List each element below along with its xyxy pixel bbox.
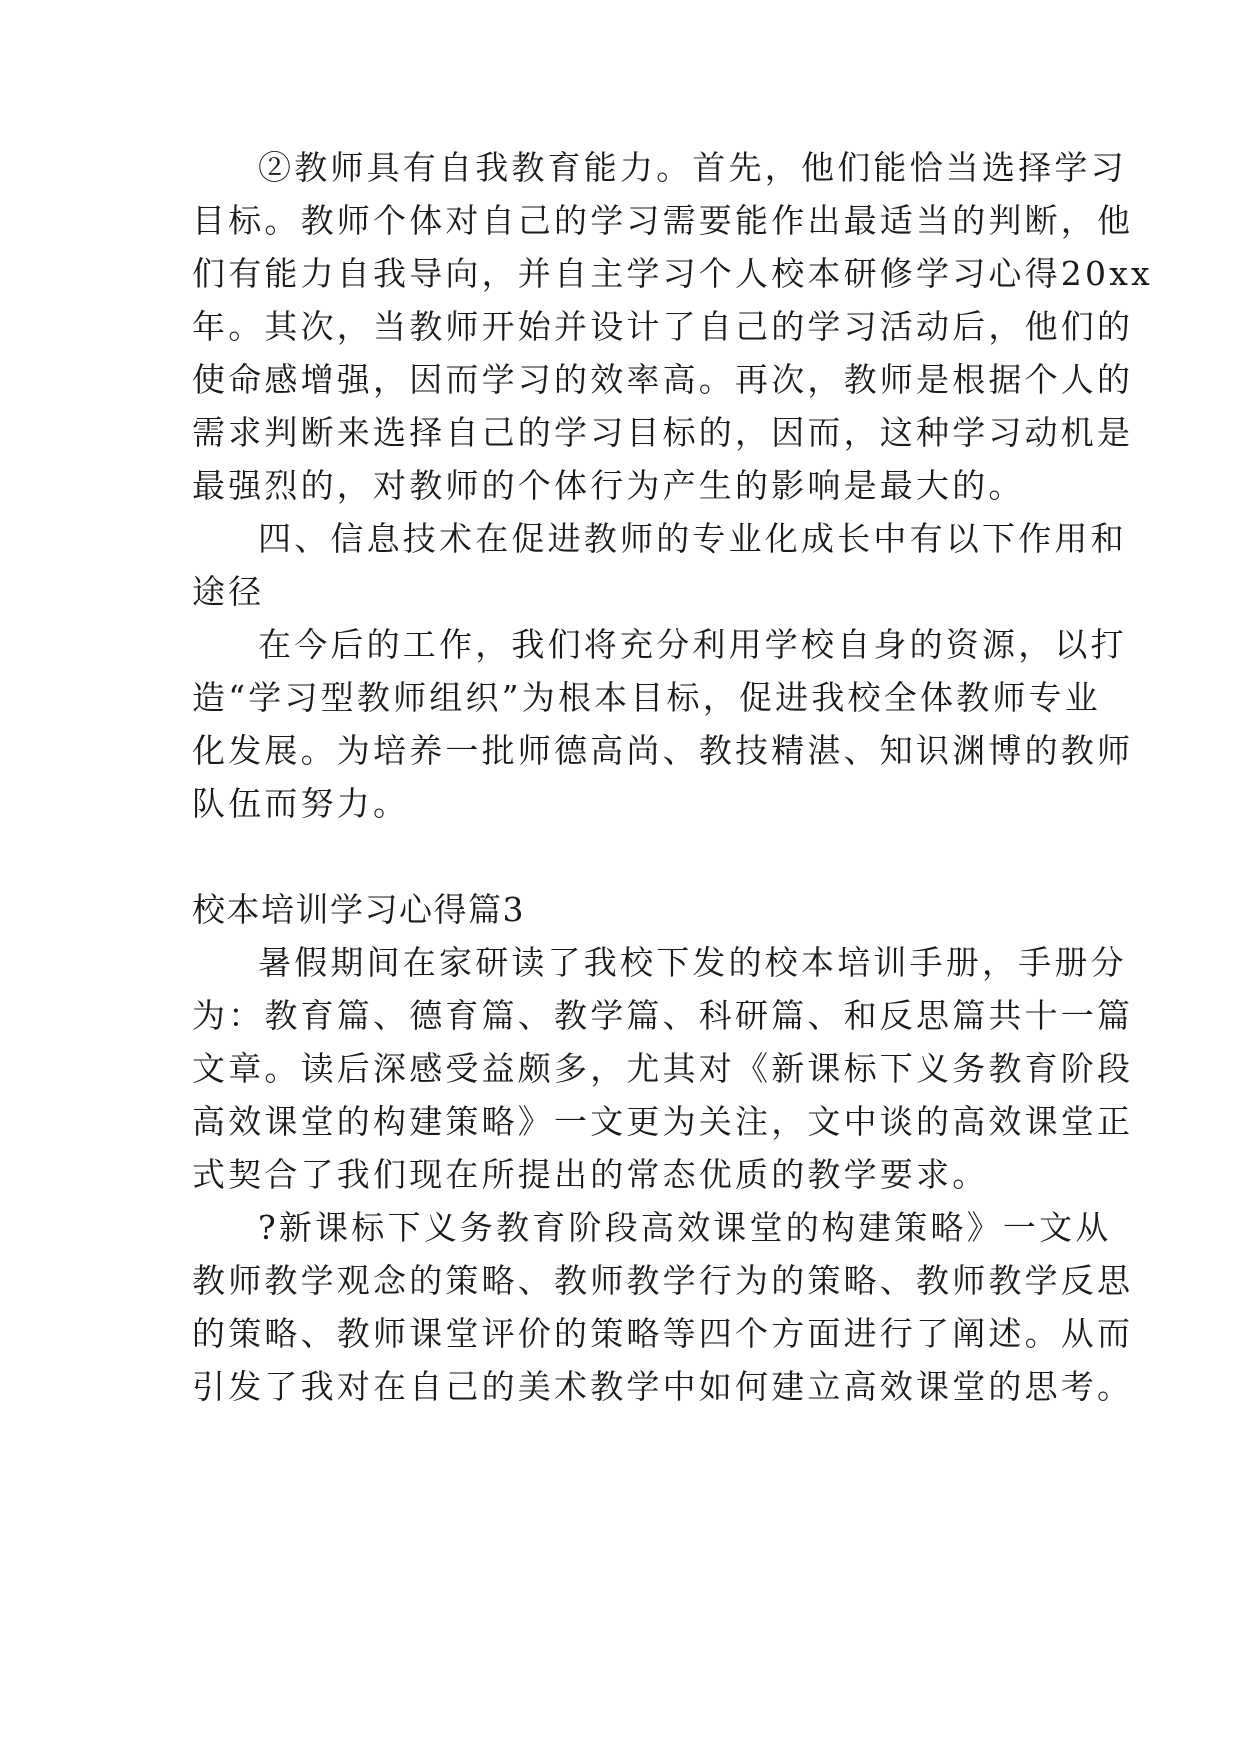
paragraph-line: 们有能力自我导向，并自主学习个人校本研修学习心得20xx <box>192 254 1153 293</box>
paragraph-line: 文章。读后深感受益颇多，尤其对《新课标下义务教育阶段 <box>192 1049 1134 1088</box>
section-heading-line: 四、信息技术在促进教师的专业化成长中有以下作用和 <box>258 519 1127 558</box>
paragraph-line: 引发了我对在自己的美术教学中如何建立高效课堂的思考。 <box>192 1367 1134 1406</box>
paragraph-line: 队伍而努力。 <box>192 784 410 823</box>
paragraph-line: 化发展。为培养一批师德高尚、教技精湛、知识渊博的教师 <box>192 731 1134 770</box>
paragraph-line: 需求判断来选择自己的学习目标的，因而，这种学习动机是 <box>192 413 1134 452</box>
paragraph-line: 高效课堂的构建策略》一文更为关注，文中谈的高效课堂正 <box>192 1102 1134 1141</box>
paragraph-line: 的策略、教师课堂评价的策略等四个方面进行了阐述。从而 <box>192 1314 1134 1353</box>
paragraph-line: 暑假期间在家研读了我校下发的校本培训手册，手册分 <box>258 943 1127 982</box>
paragraph-line: 在今后的工作，我们将充分利用学校自身的资源，以打 <box>258 625 1127 664</box>
paragraph-line: 造“学习型教师组织”为根本目标，促进我校全体教师专业 <box>192 678 1101 717</box>
paragraph-line: 使命感增强，因而学习的效率高。再次，教师是根据个人的 <box>192 360 1134 399</box>
paragraph-line: 最强烈的，对教师的个体行为产生的影响是最大的。 <box>192 466 1025 505</box>
paragraph-line: 年。其次，当教师开始并设计了自己的学习活动后，他们的 <box>192 307 1134 346</box>
section-heading-line: 途径 <box>192 572 265 611</box>
article-title: 校本培训学习心得篇3 <box>192 890 525 929</box>
paragraph-line: 式契合了我们现在所提出的常态优质的教学要求。 <box>192 1155 989 1194</box>
paragraph-line: 教师教学观念的策略、教师教学行为的策略、教师教学反思 <box>192 1261 1134 1300</box>
paragraph-line: 目标。教师个体对自己的学习需要能作出最适当的判断，他 <box>192 201 1134 240</box>
paragraph-line: ②教师具有自我教育能力。首先，他们能恰当选择学习 <box>258 148 1127 187</box>
paragraph-line: ?新课标下义务教育阶段高效课堂的构建策略》一文从 <box>258 1208 1112 1247</box>
paragraph-line: 为：教育篇、德育篇、教学篇、科研篇、和反思篇共十一篇 <box>192 996 1134 1035</box>
